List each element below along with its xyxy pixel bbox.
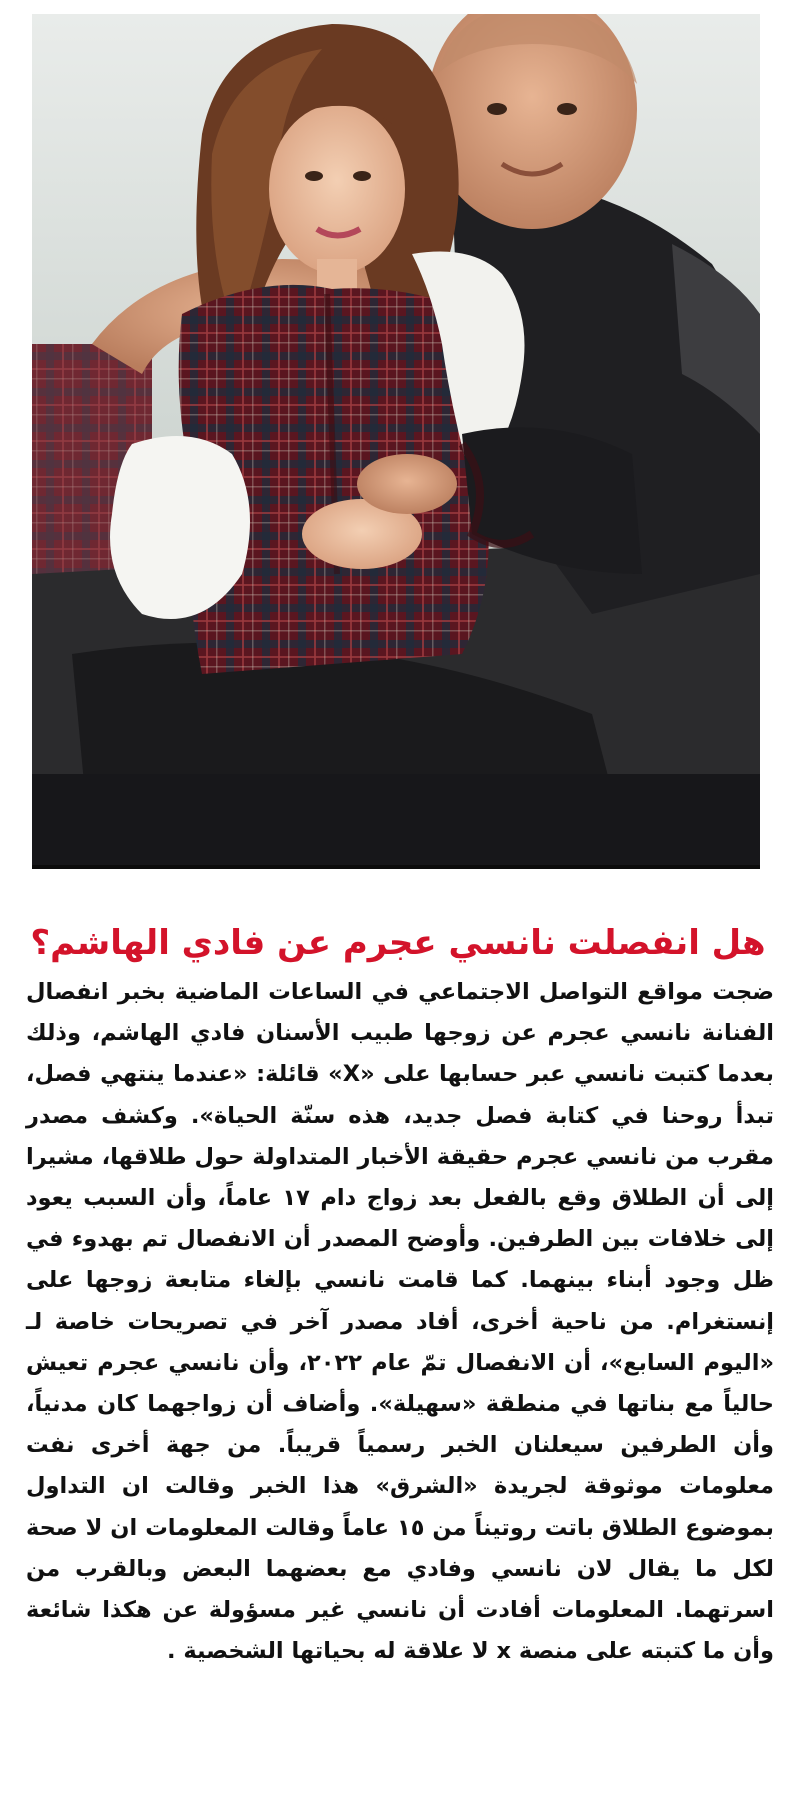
article-body-text: ضجت مواقع التواصل الاجتماعي في الساعات الماضية بخبر انفصال الفنانة نانسي عجرم عن زوجها طبيب الأسنان فادي الهاشم، وذلك بعدما كتبت نانسي عبر حسابها على «X» قائلة: «عندما ينتهي فصل، تبدأ روحنا في كتابة فصل جديد، هذه سنّة الحياة». وكشف مصدر مقرب من نانسي عجرم حقيقة الأخبار المتداولة حول طلاقها، مشيرا إلى أن الطلاق وقع بالفعل بعد زواج دام ١٧ عاماً، وأن السبب يعود إلى خلافات بين الطرفين. وأوضح المصدر أن الانفصال تم بهدوء في ظل وجود أبناء بينهما. كما قامت نانسي بإلغاء متابعة زوجها على إنستغرام. من ناحية أخرى، أفاد مصدر آخر في تصريحات خاصة لـ «اليوم السابع»، أن الانفصال تمّ عام ٢٠٢٢، وأن نانسي عجرم تعيش حالياً مع بناتها في منطقة «سهيلة». وأضاف أن زواجهما كان مدنياً، وأن الطرفين سيعلنان الخبر رسمياً قريباً. من جهة أخرى نفت معلومات موثوقة لجريدة «الشرق» هذا الخبر وقالت ان التداول بموضوع الطلاق باتت روتيناً من ١٥ عاماً وقالت المعلومات ان لا صحة لكل ما يقال لان نانسي وفادي مع بعضهما البعض وبالقرب من اسرتهما. المعلومات أفادت أن نانسي غير مسؤولة عن هكذا شائعة وأن ما كتبته على منصة x لا علاقة له بحياتها الشخصية . <box>26 979 775 1665</box>
couple-photo-illustration <box>32 14 760 869</box>
article-body <box>26 972 774 1672</box>
article-photo <box>32 14 760 869</box>
article-headline: هل انفصلت نانسي عجرم عن فادي الهاشم؟ <box>30 922 766 963</box>
